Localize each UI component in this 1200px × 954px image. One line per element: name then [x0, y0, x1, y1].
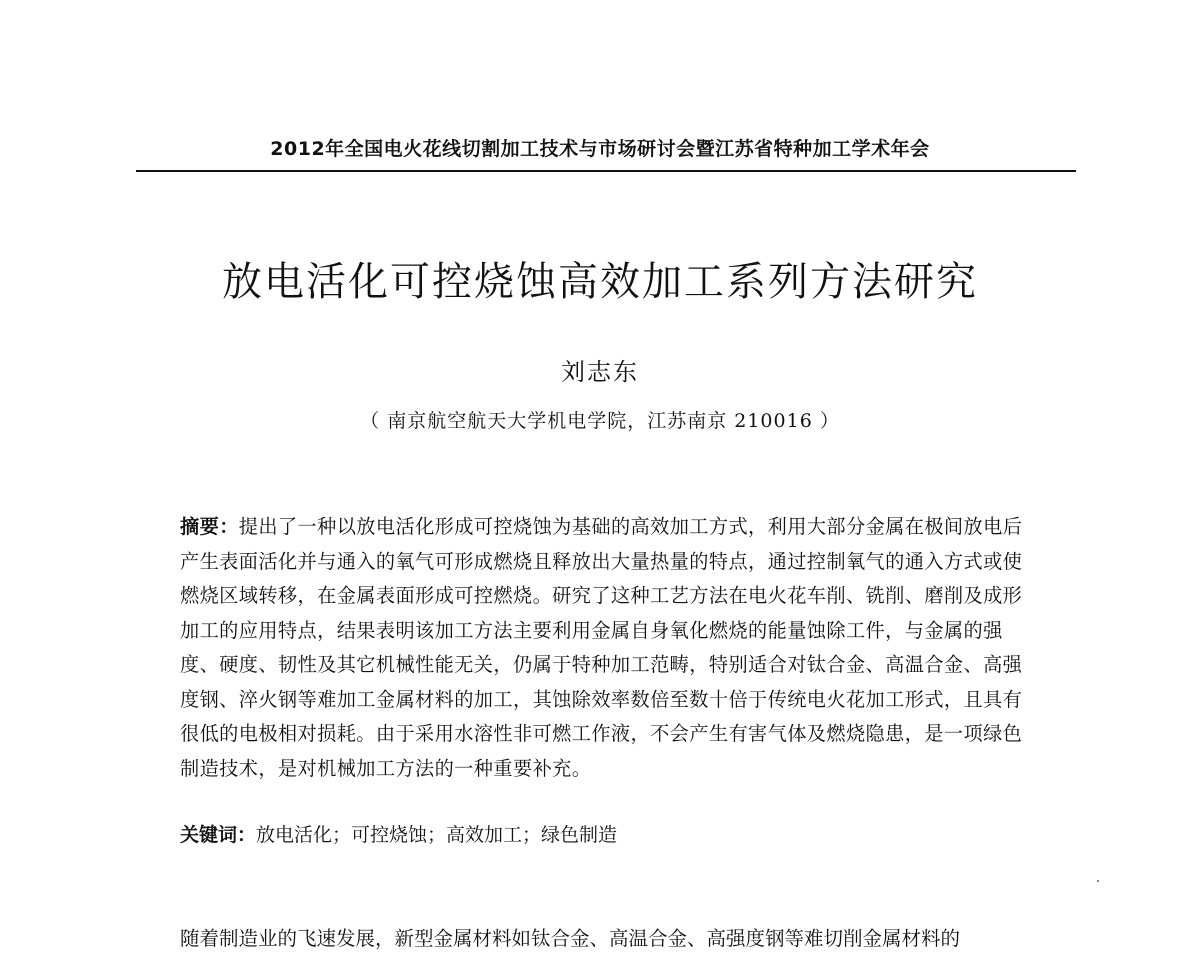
abstract-separator: ：	[219, 515, 239, 538]
keywords-label: 关键词	[180, 824, 238, 846]
abstract-paragraph	[180, 510, 1026, 786]
paper-title: 放电活化可控烧蚀高效加工系列方法研究	[222, 259, 978, 305]
scan-speck	[1097, 880, 1099, 882]
author-affiliation: （ 南京航空航天大学机电学院，江苏南京 210016 ）	[360, 410, 840, 432]
keywords-text: 放电活化；可控烧蚀；高效加工；绿色制造	[256, 824, 618, 846]
conference-header: 2012年全国电火花线切割加工技术与市场研讨会暨江苏省特种加工学术年会	[270, 138, 930, 160]
header-divider	[136, 170, 1076, 172]
keywords-separator: ：	[237, 824, 257, 846]
abstract-text: 提出了一种以放电活化形成可控烧蚀为基础的高效加工方式，利用大部分金属在极间放电后产生表面活化并与通入的氧气可形成燃烧且释放出大量热量的特点，通过控制氧气的通入方式或使燃烧区域转移，在金属表面形成可控燃烧。研究了这种工艺方法在电火花车削、铣削、磨削及成形加工的应用特点，结果表明该加工方法主要利用金属自身氧化燃烧的能量蚀除工件，与金属的强度、硬度、韧性及其它机械性能无关，仍属于特种加工范畴，特别适合对钛合金、高温合金、高强度钢、淬火钢等难加工金属材料的加工，其蚀除效率数倍至数十倍于传统电火花加工形式，且具有很低的电极相对损耗。由于采用水溶性非可燃工作液，不会产生有害气体及燃烧隐患，是一项绿色制造技术，是对机械加工方法的一种重要补充。	[180, 515, 1023, 780]
abstract-label: 摘要	[180, 515, 220, 538]
keywords-line	[180, 820, 1026, 850]
body-text-first-line: 随着制造业的飞速发展，新型金属材料如钛合金、高温合金、高强度钢等难切削金属材料的	[180, 927, 961, 950]
author-name: 刘志东	[561, 358, 639, 386]
